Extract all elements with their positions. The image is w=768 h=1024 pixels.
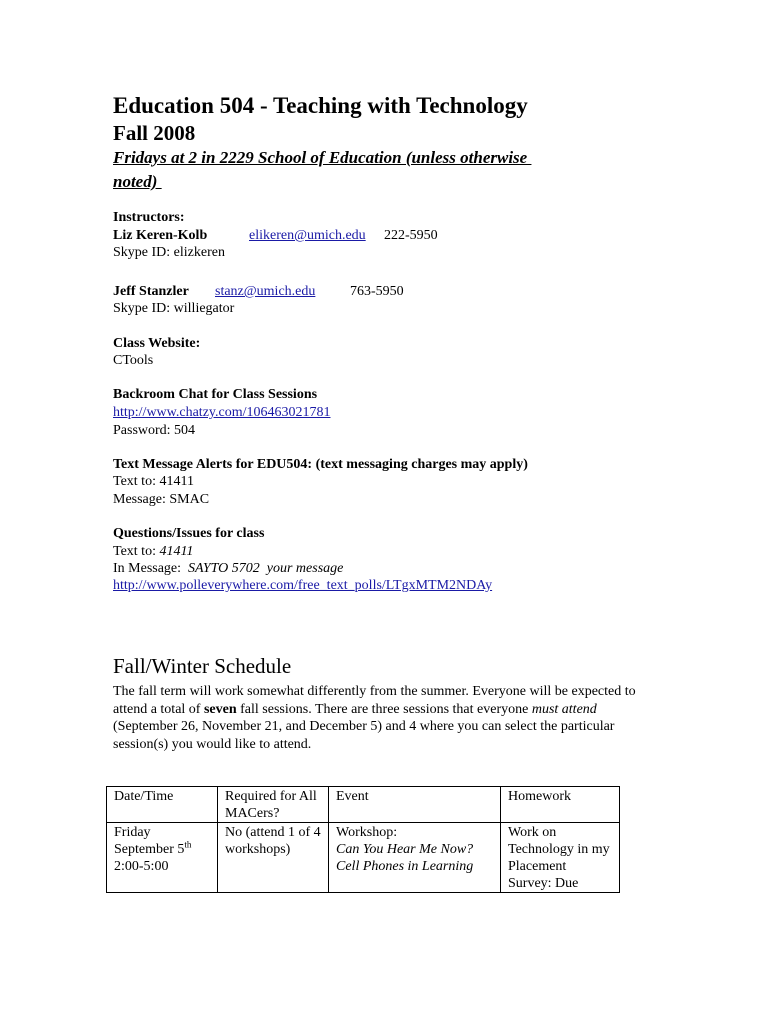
cell-event: [329, 823, 501, 893]
document-title: Education 504 - Teaching with Technology: [113, 93, 528, 118]
class-website-value: CTools: [113, 353, 154, 368]
schedule-paragraph: [113, 683, 648, 753]
instructor-liz-name: Liz Keren-Kolb: [113, 228, 208, 243]
header-required: Required for All MACers?: [218, 787, 329, 823]
schedule-table: [106, 786, 620, 893]
instructor-jeff-name: Jeff Stanzler: [113, 284, 189, 299]
questions-message: [113, 560, 343, 577]
instructor-liz-skype: Skype ID: elizkeren: [113, 245, 225, 260]
class-website-heading: Class Website:: [113, 336, 201, 351]
questions-message-value: SAYTO 5702 your message: [188, 561, 344, 576]
instructor-liz-phone: 222-5950: [384, 228, 438, 243]
instructor-jeff-skype: Skype ID: williegator: [113, 301, 235, 316]
cell-date-time: [107, 823, 218, 893]
instructor-jeff-phone: 763-5950: [350, 284, 404, 299]
event-label: Workshop:: [336, 825, 398, 840]
schedule-text-italic: must attend: [531, 701, 597, 717]
meeting-info-line2: noted): [113, 172, 162, 191]
term-heading: Fall 2008: [113, 121, 196, 145]
questions-message-label: In Message:: [113, 561, 189, 576]
date-day: Friday: [114, 825, 151, 840]
text-alerts-message: Message: SMAC: [113, 492, 210, 507]
schedule-text-part2: fall sessions. There are three sessions that everyone: [236, 701, 532, 717]
questions-text-to-label: Text to:: [113, 544, 160, 559]
meeting-info-line1: Fridays at 2 in 2229 School of Education (unless otherwise: [113, 148, 532, 167]
instructor-liz-email-link[interactable]: elikeren@umich.edu: [249, 228, 366, 243]
schedule-text-bold: seven: [203, 701, 237, 717]
header-date-time: Date/Time: [107, 787, 218, 823]
cell-required: No (attend 1 of 4 workshops): [218, 823, 329, 893]
instructor-jeff-email-link[interactable]: stanz@umich.edu: [215, 284, 316, 299]
backroom-chat-password: Password: 504: [113, 423, 196, 438]
event-title-line1: Can You Hear Me Now?: [336, 842, 474, 857]
event-title-line2: Cell Phones in Learning: [336, 859, 474, 874]
text-alerts-heading: Text Message Alerts for EDU504: (text messaging charges may apply): [113, 457, 528, 472]
date-month-day: [114, 841, 211, 858]
instructors-heading: Instructors:: [113, 210, 185, 225]
date-time: 2:00-5:00: [114, 859, 169, 874]
questions-text-to: [113, 543, 193, 560]
backroom-chat-heading: Backroom Chat for Class Sessions: [113, 387, 318, 402]
questions-text-to-value: 41411: [159, 544, 194, 559]
table-header-row: [107, 787, 620, 823]
header-event: Event: [329, 787, 501, 823]
schedule-text-part3: (September 26, November 21, and December 5) and 4 where you can select the particular session(s) you would like to attend.: [113, 719, 615, 752]
header-homework: Homework: [501, 787, 620, 823]
schedule-text-part1: The fall term will work somewhat differently from the summer. Everyone will be expected to attend a total of: [113, 684, 636, 717]
table-row: [107, 823, 620, 893]
text-alerts-number: Text to: 41411: [113, 474, 194, 489]
backroom-chat-link[interactable]: http://www.chatzy.com/106463021781: [113, 405, 331, 420]
cell-homework: Work on Technology in my Placement Survey: Due: [501, 823, 620, 893]
date-ordinal: th: [184, 839, 192, 850]
poll-everywhere-link[interactable]: http://www.polleverywhere.com/free_text_polls/LTgxMTM2NDAy: [113, 578, 493, 593]
date-month: September 5: [114, 842, 185, 857]
schedule-heading: Fall/Winter Schedule: [113, 654, 292, 678]
questions-heading: Questions/Issues for class: [113, 526, 265, 541]
